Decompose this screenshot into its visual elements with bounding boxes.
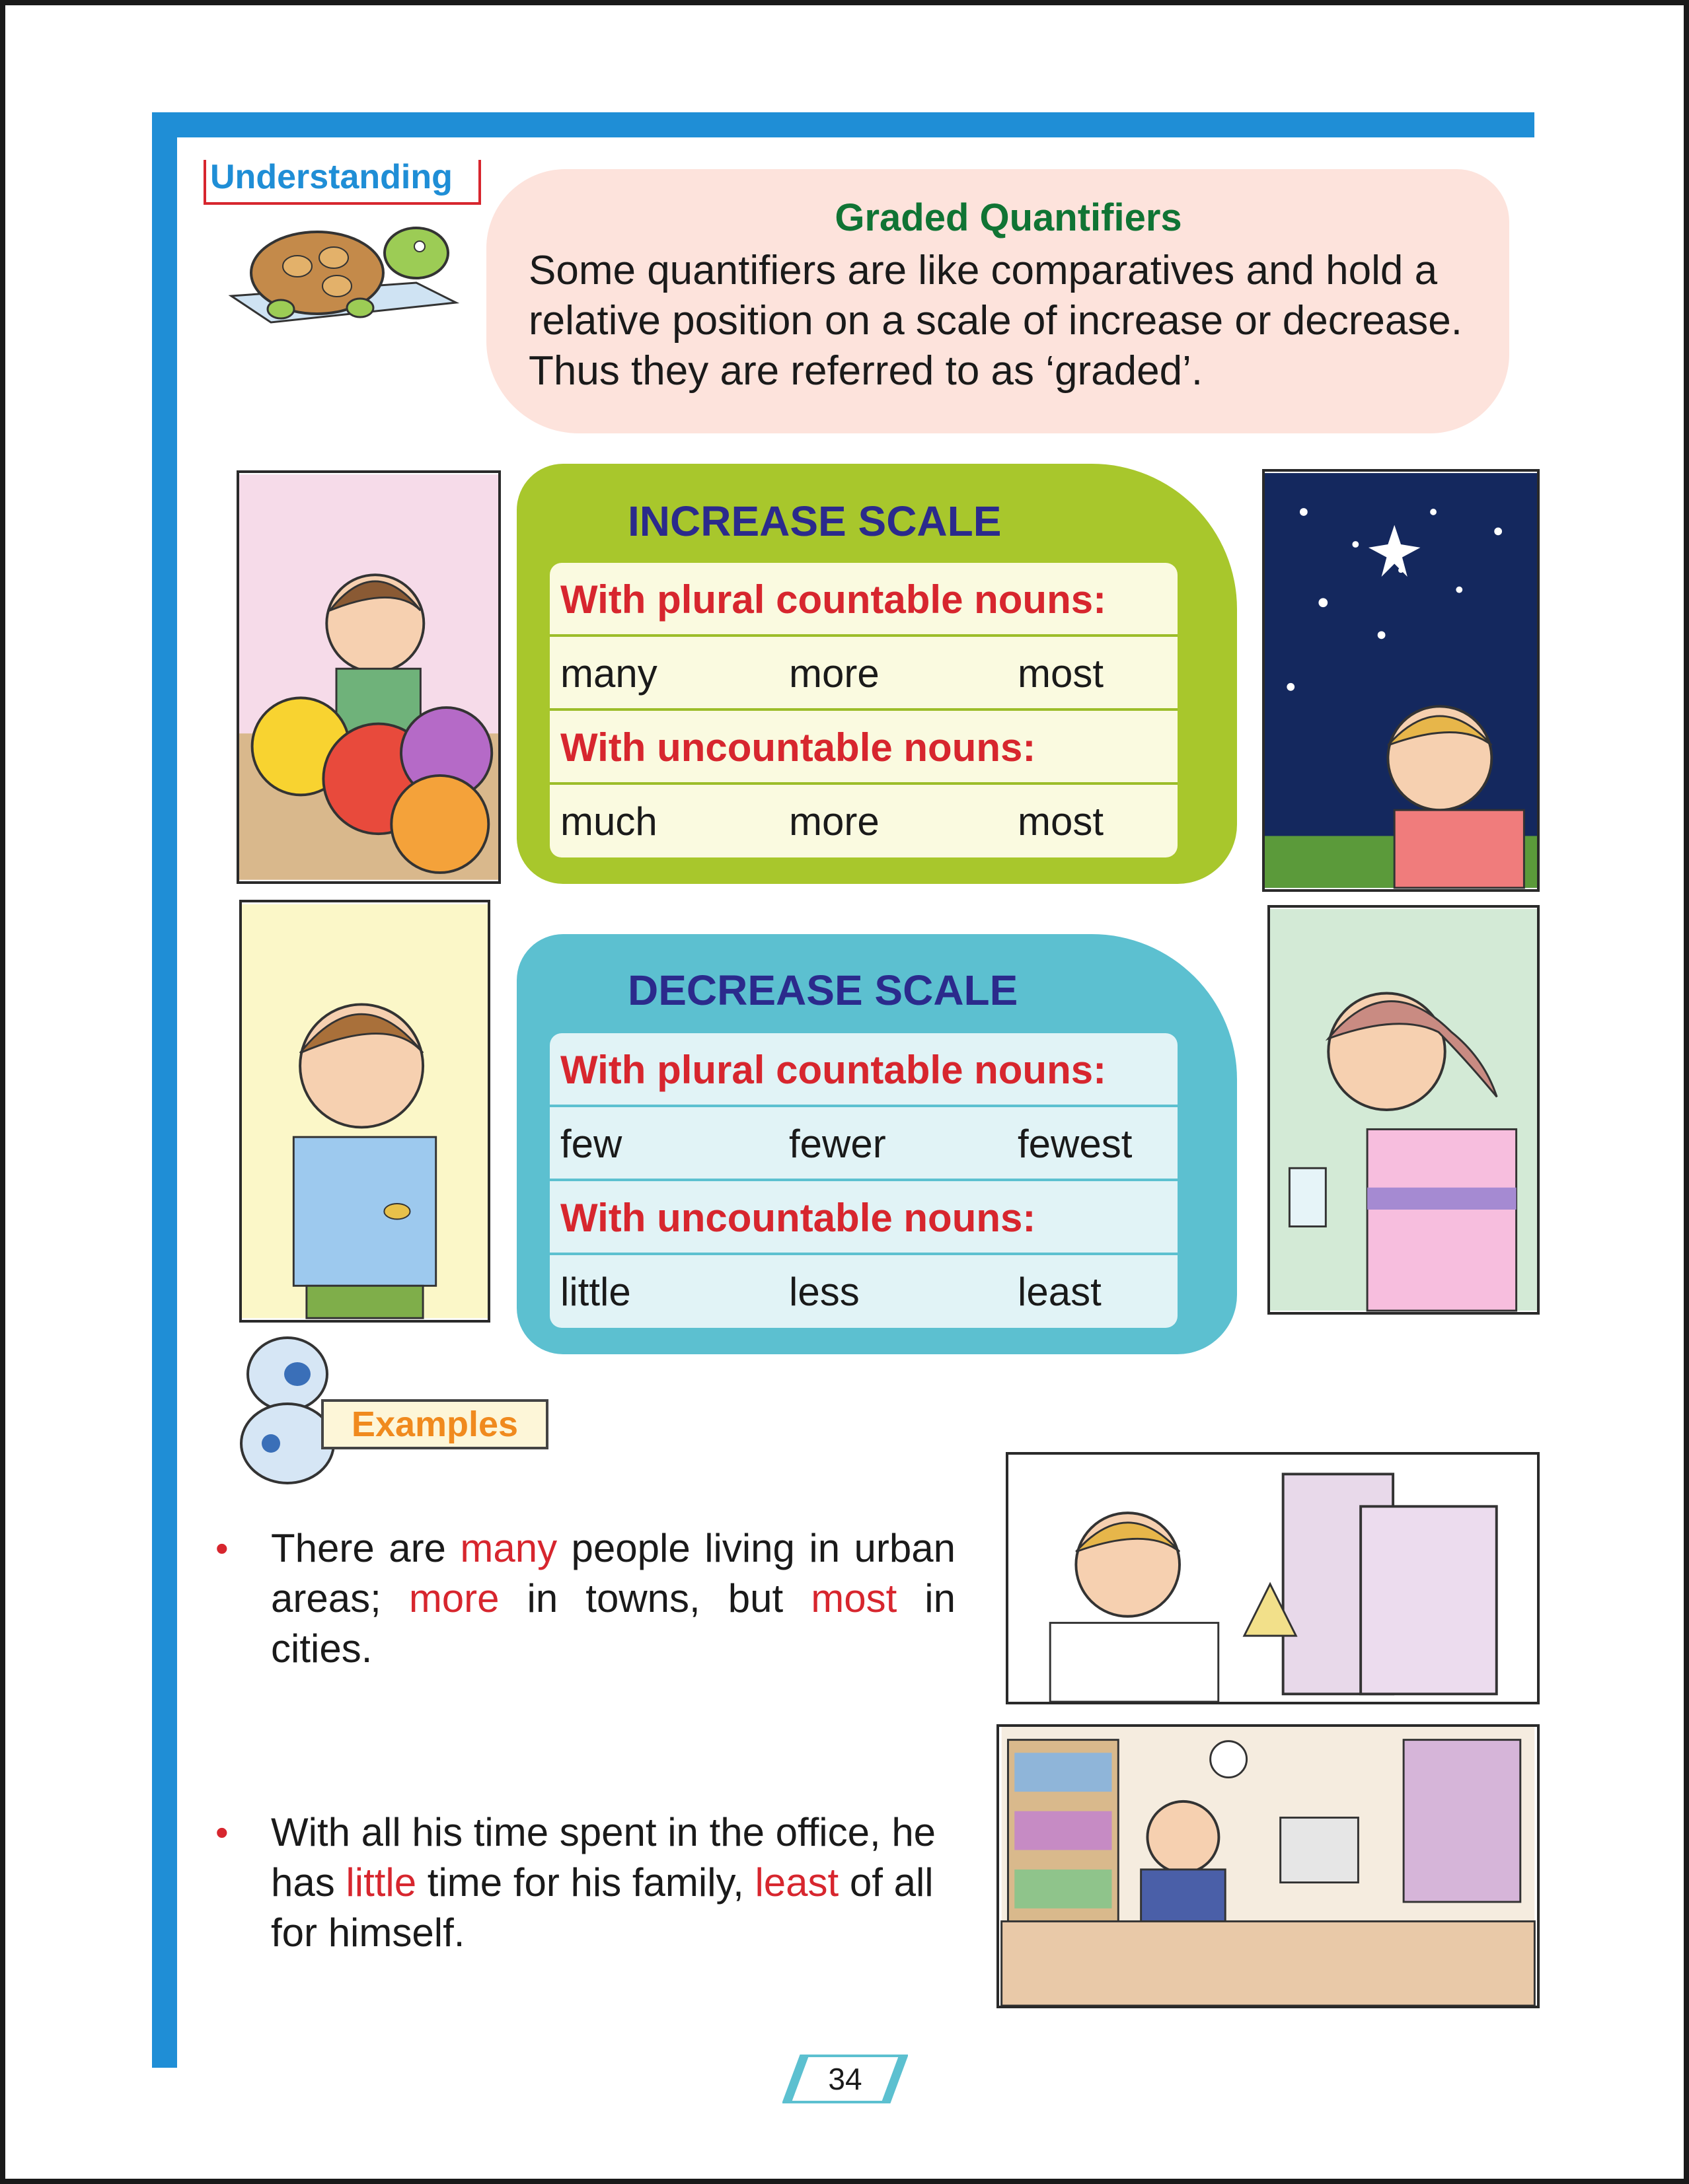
- increase-countable-3: most: [1018, 651, 1104, 696]
- increase-scale-title: INCREASE SCALE: [628, 497, 1002, 545]
- increase-uncountable-1: much: [560, 799, 657, 844]
- quantifier-many: many: [460, 1526, 558, 1570]
- man-in-office-illustration: [996, 1724, 1540, 2008]
- increase-uncountable-heading: With uncountable nouns:: [560, 725, 1036, 770]
- boy-with-coins-illustration: [239, 900, 490, 1323]
- increase-scale-table: [550, 563, 1178, 857]
- decrease-uncountable-heading-row: [550, 1181, 1178, 1255]
- quantifier-most: most: [811, 1576, 897, 1620]
- increase-countable-row: [550, 637, 1178, 711]
- quantifier-more: more: [408, 1576, 500, 1620]
- decrease-scale-table: [550, 1033, 1178, 1328]
- quantifier-least: least: [755, 1860, 839, 1905]
- decrease-countable-row: [550, 1107, 1178, 1181]
- examples-label: Examples: [321, 1399, 548, 1449]
- increase-uncountable-2: more: [789, 799, 880, 844]
- boy-with-buildings-illustration: [1006, 1452, 1540, 1704]
- bullet-icon: •: [215, 1811, 229, 1853]
- increase-countable-1: many: [560, 651, 657, 696]
- bullet-icon: •: [215, 1527, 229, 1569]
- blue-left-bar: [152, 112, 177, 2068]
- section-label: Understanding: [210, 158, 453, 196]
- decrease-uncountable-row: [550, 1255, 1178, 1328]
- page-number: 34: [828, 2062, 862, 2096]
- decrease-uncountable-heading: With uncountable nouns:: [560, 1196, 1036, 1240]
- decrease-uncountable-1: little: [560, 1270, 631, 1314]
- example-2: • With all his time spent in the office, he has little time for his family, least of all for himself.: [271, 1807, 956, 1958]
- page-number-badge: [782, 2055, 908, 2103]
- decrease-uncountable-3: least: [1018, 1270, 1102, 1314]
- decrease-uncountable-2: less: [789, 1270, 860, 1314]
- turtle-illustration: [218, 210, 469, 336]
- boy-with-balls-illustration: [237, 470, 501, 884]
- decrease-countable-1: few: [560, 1122, 622, 1166]
- increase-countable-heading: With plural countable nouns:: [560, 577, 1107, 622]
- decrease-countable-heading: With plural countable nouns:: [560, 1048, 1107, 1092]
- decrease-countable-heading-row: [550, 1033, 1178, 1107]
- increase-uncountable-row: [550, 785, 1178, 857]
- quantifier-little: little: [346, 1860, 417, 1905]
- increase-countable-2: more: [789, 651, 880, 696]
- decrease-countable-2: fewer: [789, 1122, 886, 1166]
- increase-countable-heading-row: [550, 563, 1178, 637]
- page-title: Graded Quantifiers: [835, 196, 1182, 239]
- boy-pointing-at-stars-illustration: [1262, 469, 1540, 892]
- example-1: • There are many people living in urban areas; more in towns, but most in cities.: [271, 1523, 956, 1674]
- decrease-scale-title: DECREASE SCALE: [628, 966, 1018, 1014]
- intro-text: Some quantifiers are like comparatives and hold a relative position on a scale of increase or decrease. Thus they are referred to as ‘graded’.: [529, 248, 1463, 394]
- decrease-countable-3: fewest: [1018, 1122, 1133, 1166]
- blue-top-bar: [152, 112, 1534, 137]
- increase-uncountable-3: most: [1018, 799, 1104, 844]
- girl-with-glass-illustration: [1267, 905, 1540, 1315]
- increase-uncountable-heading-row: [550, 711, 1178, 785]
